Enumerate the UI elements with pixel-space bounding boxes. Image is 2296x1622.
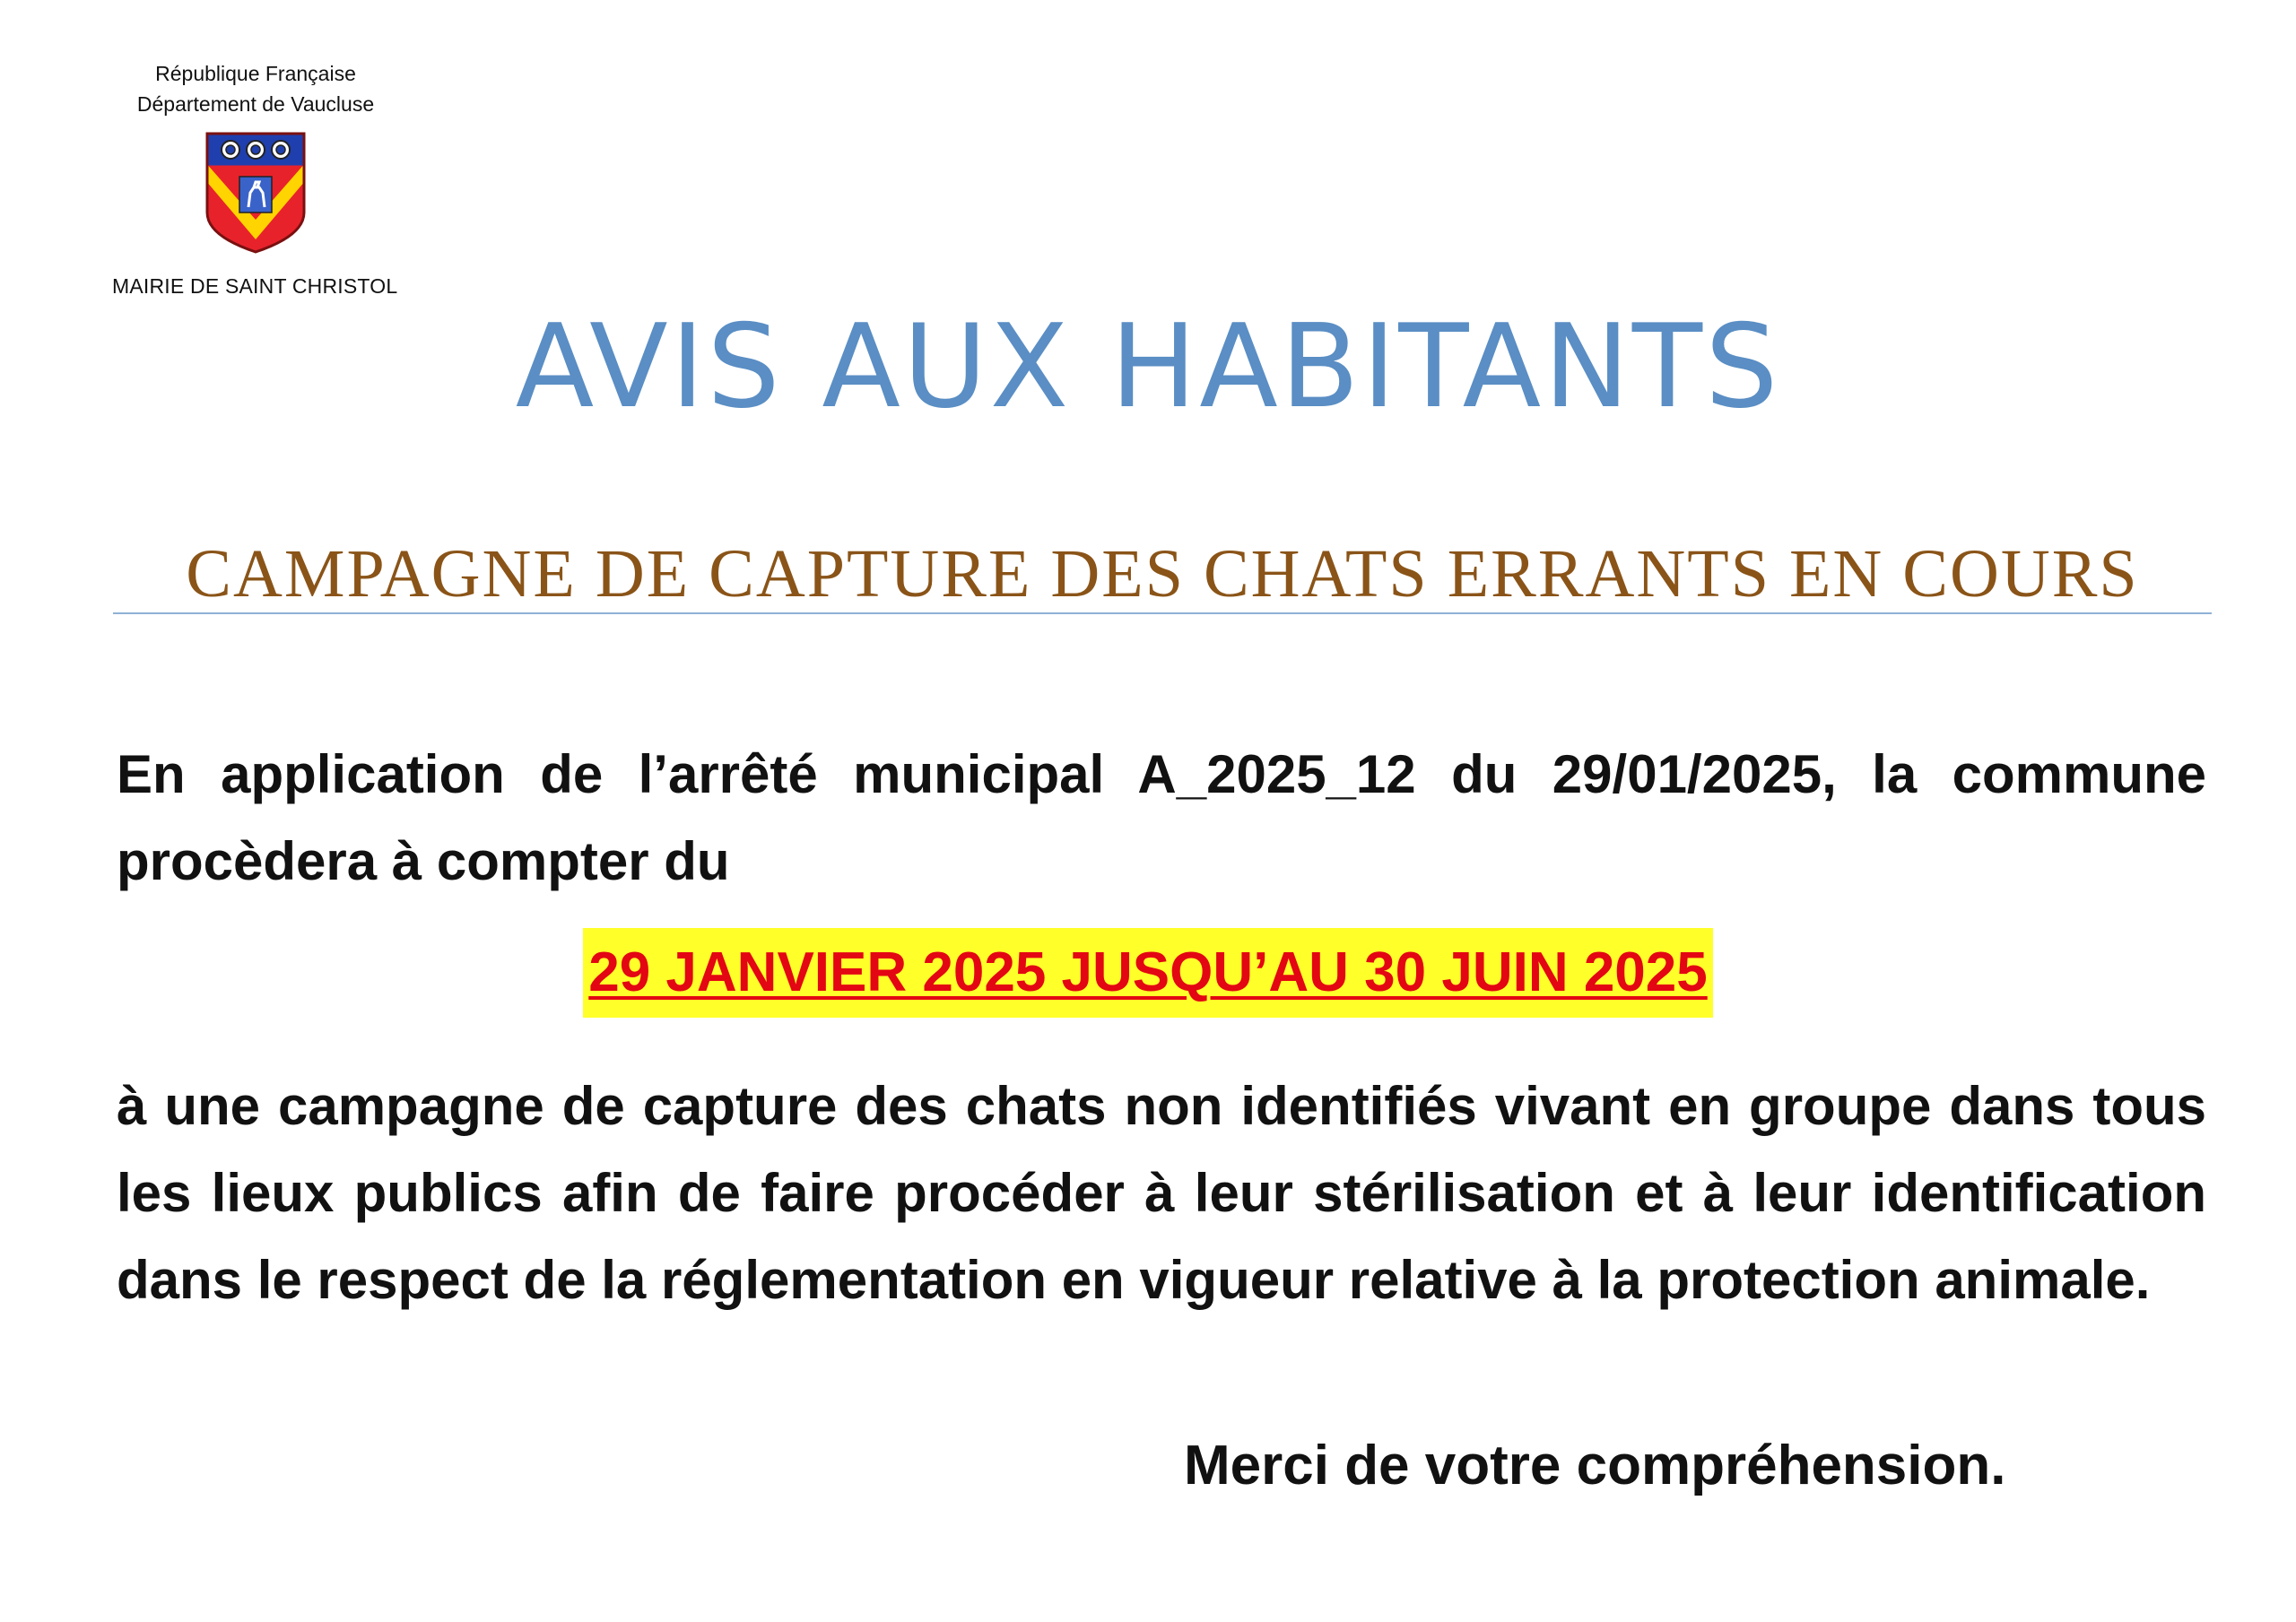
coat-of-arms-icon [204, 130, 308, 256]
date-range: 29 JANVIER 2025 JUSQU’AU 30 JUIN 2025 [583, 928, 1713, 1018]
republic-label: République Française [155, 62, 356, 85]
subtitle-divider [113, 612, 2212, 614]
intro-paragraph: En application de l’arrêté municipal A_2025_12 du 29/01/2025, la commune procèdera à compter du [117, 744, 2206, 891]
mairie-label: MAIRIE DE SAINT CHRISTOL [112, 274, 398, 298]
notice-subtitle: CAMPAGNE DE CAPTURE DES CHATS ERRANTS EN COURS [186, 536, 2139, 612]
page-title: AVIS AUX HABITANTS [515, 300, 1781, 434]
header-block [108, 58, 404, 256]
date-range-line [0, 928, 2296, 1018]
closing-text: Merci de votre compréhension. [1184, 1435, 2006, 1496]
details-paragraph: à une campagne de capture des chats non identifiés vivant en groupe dans tous les lieux publics afin de faire procéder à leur stérilisation et à leur identification dans le respect de la réglementation en vigueur relative à la protection animale. [117, 1076, 2206, 1310]
department-label: Département de Vaucluse [136, 92, 375, 116]
